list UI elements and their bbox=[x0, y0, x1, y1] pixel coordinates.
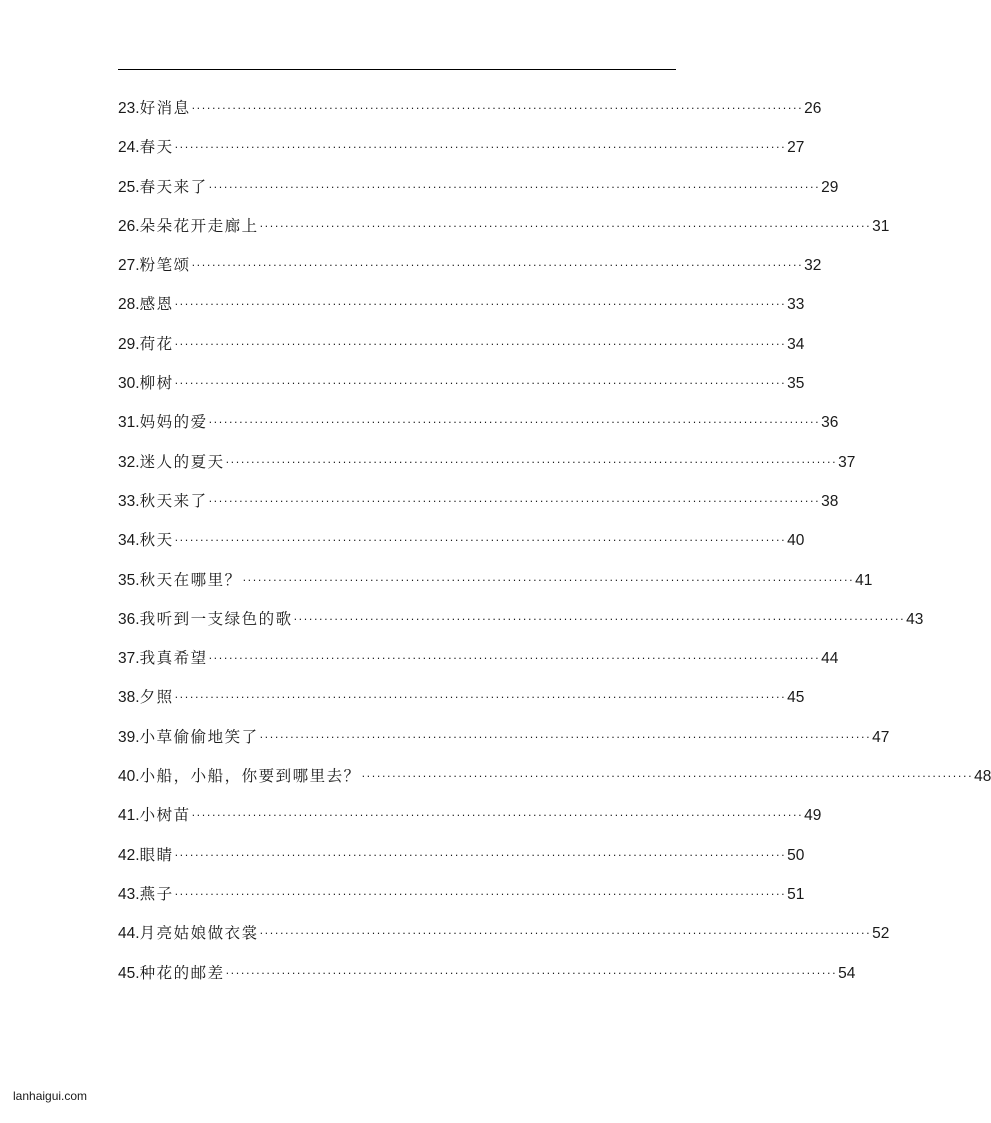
toc-entry-page-number: 43 bbox=[906, 610, 924, 628]
toc-dot-leader: ························································································································ bbox=[259, 730, 872, 744]
toc-entry[interactable] bbox=[118, 168, 839, 207]
toc-entry-title: 朵朵花开走廊上 bbox=[139, 216, 259, 235]
toc-entry-page-number: 27 bbox=[787, 139, 805, 157]
toc-entry[interactable] bbox=[118, 678, 805, 717]
toc-entry-number: 40. bbox=[118, 768, 140, 786]
toc-entry-title: 感恩 bbox=[139, 295, 174, 314]
toc-entry[interactable] bbox=[118, 639, 839, 678]
toc-entry[interactable] bbox=[118, 325, 805, 364]
toc-entry-title: 小船，小船，你要到哪里去？ bbox=[139, 767, 361, 786]
toc-entry-number: 45. bbox=[118, 964, 140, 982]
toc-entry-page-number: 44 bbox=[821, 650, 839, 668]
toc-entry-title: 好消息 bbox=[139, 99, 191, 117]
toc-dot-leader: ························································································································ bbox=[293, 612, 906, 626]
toc-entry-page-number: 48 bbox=[974, 768, 991, 786]
toc-entry-title: 荷花 bbox=[139, 334, 174, 353]
toc-entry-page-number: 32 bbox=[804, 257, 822, 275]
toc-entry[interactable] bbox=[118, 403, 839, 442]
toc-dot-leader: ························································································································ bbox=[208, 180, 821, 194]
toc-entry[interactable] bbox=[118, 954, 856, 993]
toc-dot-leader: ························································································································ bbox=[191, 102, 804, 115]
toc-entry[interactable] bbox=[118, 128, 805, 167]
toc-entry[interactable] bbox=[118, 521, 805, 560]
toc-entry-title: 春天 bbox=[139, 138, 174, 157]
toc-entry-title: 秋天在哪里？ bbox=[139, 570, 242, 589]
toc-entry[interactable] bbox=[118, 718, 890, 757]
toc-entry-page-number: 37 bbox=[838, 453, 856, 471]
toc-dot-leader: ························································································································ bbox=[174, 887, 787, 901]
toc-entry-title: 夕照 bbox=[139, 688, 174, 707]
toc-entry-number: 30. bbox=[118, 375, 140, 393]
toc-entry-page-number: 41 bbox=[855, 571, 873, 589]
toc-entry-number: 27. bbox=[118, 257, 140, 275]
toc-entry[interactable] bbox=[118, 561, 873, 600]
toc-entry-page-number: 34 bbox=[787, 335, 805, 353]
toc-dot-leader: ························································································································ bbox=[361, 770, 974, 784]
toc-entry[interactable] bbox=[118, 482, 839, 521]
toc-entry[interactable] bbox=[118, 914, 890, 953]
toc-entry[interactable] bbox=[118, 875, 805, 914]
toc-entry-title: 眼睛 bbox=[139, 845, 174, 864]
toc-entry-title: 妈妈的爱 bbox=[139, 413, 208, 432]
toc-dot-leader: ························································································································ bbox=[242, 573, 855, 587]
toc-entry-title: 柳树 bbox=[139, 374, 174, 393]
toc-entry-title: 燕子 bbox=[139, 884, 174, 903]
toc-entry-page-number: 45 bbox=[787, 689, 805, 707]
toc-entry[interactable] bbox=[118, 796, 822, 835]
toc-entry[interactable] bbox=[118, 364, 805, 403]
toc-entry-page-number: 33 bbox=[787, 296, 805, 314]
toc-dot-leader: ························································································································ bbox=[208, 494, 821, 508]
toc-dot-leader: ························································································································ bbox=[174, 534, 787, 548]
toc-entry-number: 43. bbox=[118, 885, 140, 903]
toc-dot-leader: ························································································································ bbox=[174, 377, 787, 391]
toc-entry-number: 39. bbox=[118, 728, 140, 746]
table-of-contents bbox=[118, 89, 991, 993]
toc-entry-page-number: 36 bbox=[821, 414, 839, 432]
toc-entry-number: 29. bbox=[118, 335, 140, 353]
toc-entry-page-number: 51 bbox=[787, 885, 805, 903]
toc-entry-number: 24. bbox=[118, 139, 140, 157]
toc-entry-number: 28. bbox=[118, 296, 140, 314]
toc-dot-leader: ························································································································ bbox=[225, 455, 838, 469]
toc-entry-page-number: 31 bbox=[872, 217, 890, 235]
header-rule bbox=[118, 69, 676, 70]
toc-dot-leader: ························································································································ bbox=[174, 691, 787, 705]
toc-entry-page-number: 52 bbox=[872, 925, 890, 943]
toc-dot-leader: ························································································································ bbox=[174, 337, 787, 351]
toc-entry-number: 42. bbox=[118, 846, 140, 864]
toc-dot-leader: ························································································································ bbox=[208, 416, 821, 430]
footer-source-text: lanhaigui.com bbox=[13, 1089, 88, 1103]
toc-entry-number: 44. bbox=[118, 925, 140, 943]
toc-entry-page-number: 40 bbox=[787, 532, 805, 550]
toc-entry-title: 月亮姑娘做衣裳 bbox=[139, 924, 259, 943]
toc-entry-number: 37. bbox=[118, 650, 140, 668]
toc-entry-title: 秋天 bbox=[139, 531, 174, 550]
toc-entry-title: 秋天来了 bbox=[139, 491, 208, 510]
toc-dot-leader: ························································································································ bbox=[225, 966, 838, 980]
toc-entry[interactable] bbox=[118, 600, 924, 639]
toc-entry-number: 31. bbox=[118, 414, 140, 432]
toc-entry-page-number: 29 bbox=[821, 178, 839, 196]
toc-entry-number: 25. bbox=[118, 178, 140, 196]
toc-entry-number: 38. bbox=[118, 689, 140, 707]
toc-entry-page-number: 54 bbox=[838, 964, 856, 982]
toc-entry-title: 小树苗 bbox=[139, 806, 191, 825]
toc-dot-leader: ························································································································ bbox=[191, 259, 804, 273]
toc-entry-number: 32. bbox=[118, 453, 140, 471]
toc-entry[interactable] bbox=[118, 836, 805, 875]
toc-entry[interactable] bbox=[118, 285, 805, 324]
toc-entry[interactable] bbox=[118, 207, 890, 246]
toc-dot-leader: ························································································································ bbox=[259, 927, 872, 941]
toc-entry-number: 23. bbox=[118, 100, 140, 117]
toc-entry-page-number: 47 bbox=[872, 728, 890, 746]
toc-entry-page-number: 38 bbox=[821, 492, 839, 510]
toc-entry[interactable] bbox=[118, 757, 991, 796]
toc-dot-leader: ························································································································ bbox=[174, 848, 787, 862]
toc-entry-title: 粉笔颂 bbox=[139, 256, 191, 275]
toc-entry-title: 迷人的夏天 bbox=[139, 452, 225, 471]
toc-entry[interactable] bbox=[118, 443, 856, 482]
toc-entry-number: 26. bbox=[118, 217, 140, 235]
toc-entry[interactable] bbox=[118, 89, 822, 128]
toc-entry-number: 33. bbox=[118, 492, 140, 510]
toc-entry[interactable] bbox=[118, 246, 822, 285]
toc-entry-number: 36. bbox=[118, 610, 140, 628]
toc-entry-number: 41. bbox=[118, 807, 140, 825]
toc-entry-page-number: 49 bbox=[804, 807, 822, 825]
toc-entry-title: 种花的邮差 bbox=[139, 963, 225, 982]
toc-entry-number: 34. bbox=[118, 532, 140, 550]
toc-dot-leader: ························································································································ bbox=[208, 652, 821, 666]
toc-entry-number: 35. bbox=[118, 571, 140, 589]
toc-entry-title: 我听到一支绿色的歌 bbox=[139, 609, 293, 628]
toc-dot-leader: ························································································································ bbox=[174, 141, 787, 155]
toc-entry-page-number: 35 bbox=[787, 375, 805, 393]
toc-entry-page-number: 26 bbox=[804, 100, 822, 117]
toc-dot-leader: ························································································································ bbox=[174, 298, 787, 312]
toc-entry-page-number: 50 bbox=[787, 846, 805, 864]
toc-entry-title: 春天来了 bbox=[139, 177, 208, 196]
toc-entry-title: 我真希望 bbox=[139, 649, 208, 668]
toc-dot-leader: ························································································································ bbox=[191, 809, 804, 823]
toc-dot-leader: ························································································································ bbox=[259, 219, 872, 233]
toc-entry-title: 小草偷偷地笑了 bbox=[139, 727, 259, 746]
